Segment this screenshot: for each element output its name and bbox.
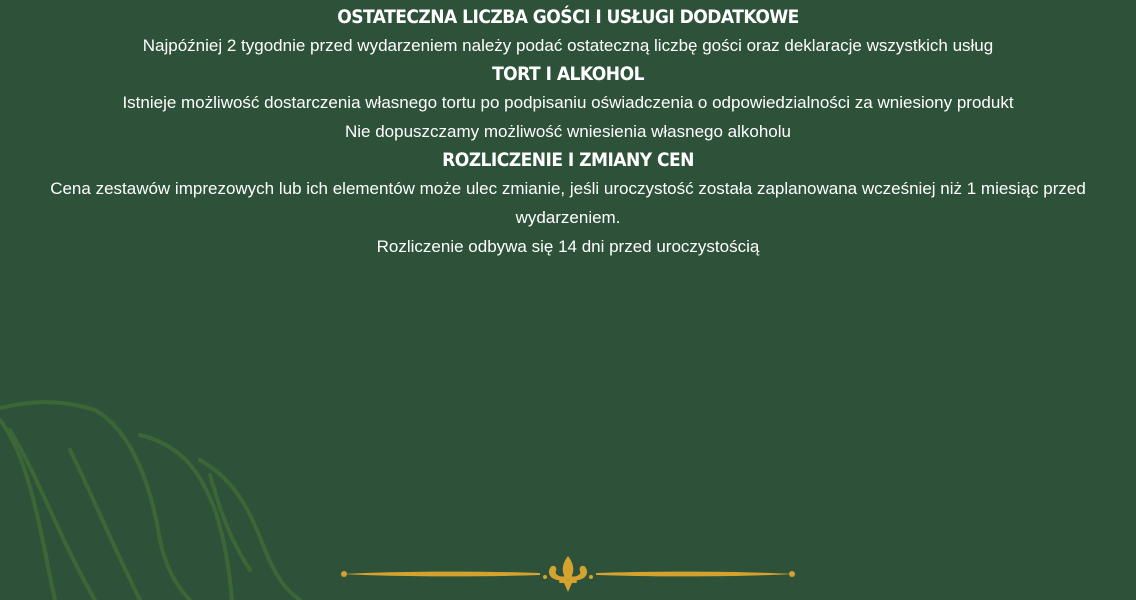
section-billing-prices xyxy=(0,146,1136,261)
section-cake-alcohol xyxy=(0,60,1136,146)
section-text: Istnieje możliwość dostarczenia własnego tortu po podpisaniu oświadczenia o odpowiedzialności za wniesiony produkt xyxy=(122,93,1014,112)
section-heading: OSTATECZNA LICZBA GOŚCI I USŁUGI DODATKOWE xyxy=(337,6,799,28)
section-text: Najpóźniej 2 tygodnie przed wydarzeniem należy podać ostateczną liczbę gości oraz deklaracje wszystkich usług xyxy=(142,36,994,55)
fleur-de-lis-divider-icon xyxy=(340,552,796,596)
section-text: Rozliczenie odbywa się 14 dni przed uroczystością xyxy=(376,237,760,256)
section-final-guest-count xyxy=(0,0,1136,60)
section-heading: TORT I ALKOHOL xyxy=(492,63,644,85)
monstera-leaf-decoration-icon xyxy=(0,390,320,600)
section-text: Nie dopuszczamy możliwość wniesienia własnego alkoholu xyxy=(345,122,791,141)
terms-content xyxy=(0,0,1136,261)
section-text: Cena zestawów imprezowych lub ich elementów może ulec zmianie, jeśli uroczystość została zaplanowana wcześniej niż 1 miesiąc przed wydarzeniem. xyxy=(50,179,1086,227)
section-heading: ROZLICZENIE I ZMIANY CEN xyxy=(442,149,694,171)
